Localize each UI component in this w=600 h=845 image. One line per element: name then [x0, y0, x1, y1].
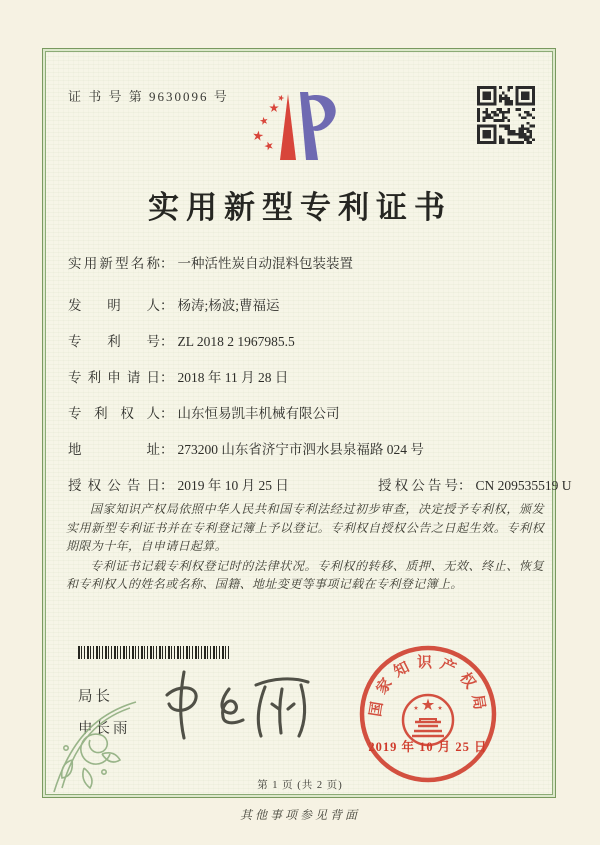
field-label: 授权公告日 [68, 478, 160, 493]
field-value: 杨涛;杨波;曹福运 [177, 298, 280, 313]
field-label: 专利权人 [68, 406, 160, 421]
field-row-grant: 授权公告日： 2019 年 10 月 25 日 授权公告号： CN 209535519 U [68, 474, 546, 494]
field-label: 专利申请日 [68, 370, 160, 385]
signatory-title: 局长 [78, 689, 113, 705]
certificate-number: 证 书 号 第 9630096 号 [68, 89, 229, 104]
legal-paragraph-1: 国家知识产权局依照中华人民共和国专利法经过初步审查，决定授予专利权，颁发实用新型专利证书并在专利登记簿上予以登记。专利权自授权公告之日起生效。专利权期限为十年，自申请日起算。 [66, 502, 544, 553]
legal-paragraph-2: 专利证书记载专利权登记时的法律状况。专利权的转移、质押、无效、终止、恢复和专利权人的姓名或名称、国籍、地址变更等事项记载在专利登记簿上。 [66, 558, 544, 591]
field-row-name: 实用新型名称： 一种活性炭自动混料包装装置 [68, 252, 546, 272]
field-row-patentee: 专利权人： 山东恒易凯丰机械有限公司 [68, 402, 546, 422]
qr-code [477, 86, 535, 144]
signatory-name: 申长雨 [78, 721, 131, 737]
field-row-grant-no: 授权公告号： CN 209535519 U [378, 474, 572, 494]
field-label: 实用新型名称 [68, 256, 160, 271]
field-label: 地址 [68, 442, 160, 457]
commissioner-signature [150, 658, 335, 756]
field-row-patent-no: 专利号： ZL 2018 2 1967985.5 [68, 330, 546, 350]
field-row-filing-date: 专利申请日： 2018 年 11 月 28 日 [68, 366, 546, 386]
field-value: CN 209535519 U [475, 478, 572, 493]
field-row-address: 地址： 273200 山东省济宁市泗水县泉福路 024 号 [68, 438, 546, 458]
page-number: 第 1 页 (共 2 页) [257, 780, 343, 791]
cnipa-logo-icon [250, 86, 342, 168]
field-label: 专利号 [68, 334, 160, 349]
official-seal [352, 638, 504, 790]
field-value: 山东恒易凯丰机械有限公司 [177, 406, 340, 421]
seal-ring-text: 国家知识产权局 [367, 654, 489, 718]
field-value: 一种活性炭自动混料包装装置 [177, 256, 353, 271]
field-value: ZL 2018 2 1967985.5 [177, 334, 295, 349]
field-value: 2019 年 10 月 25 日 [177, 478, 289, 493]
certificate-title: 实用新型专利证书 [148, 190, 452, 225]
seal-date: 2019 年 10 月 25 日 [368, 740, 488, 754]
legal-text [66, 500, 544, 595]
field-label: 授权公告号 [378, 478, 458, 493]
field-value: 273200 山东省济宁市泗水县泉福路 024 号 [177, 442, 424, 457]
field-label: 发明人 [68, 298, 160, 313]
field-value: 2018 年 11 月 28 日 [177, 370, 289, 385]
field-row-inventor: 发明人： 杨涛;杨波;曹福运 [68, 294, 546, 314]
back-side-note: 其他事项参见背面 [239, 808, 360, 822]
